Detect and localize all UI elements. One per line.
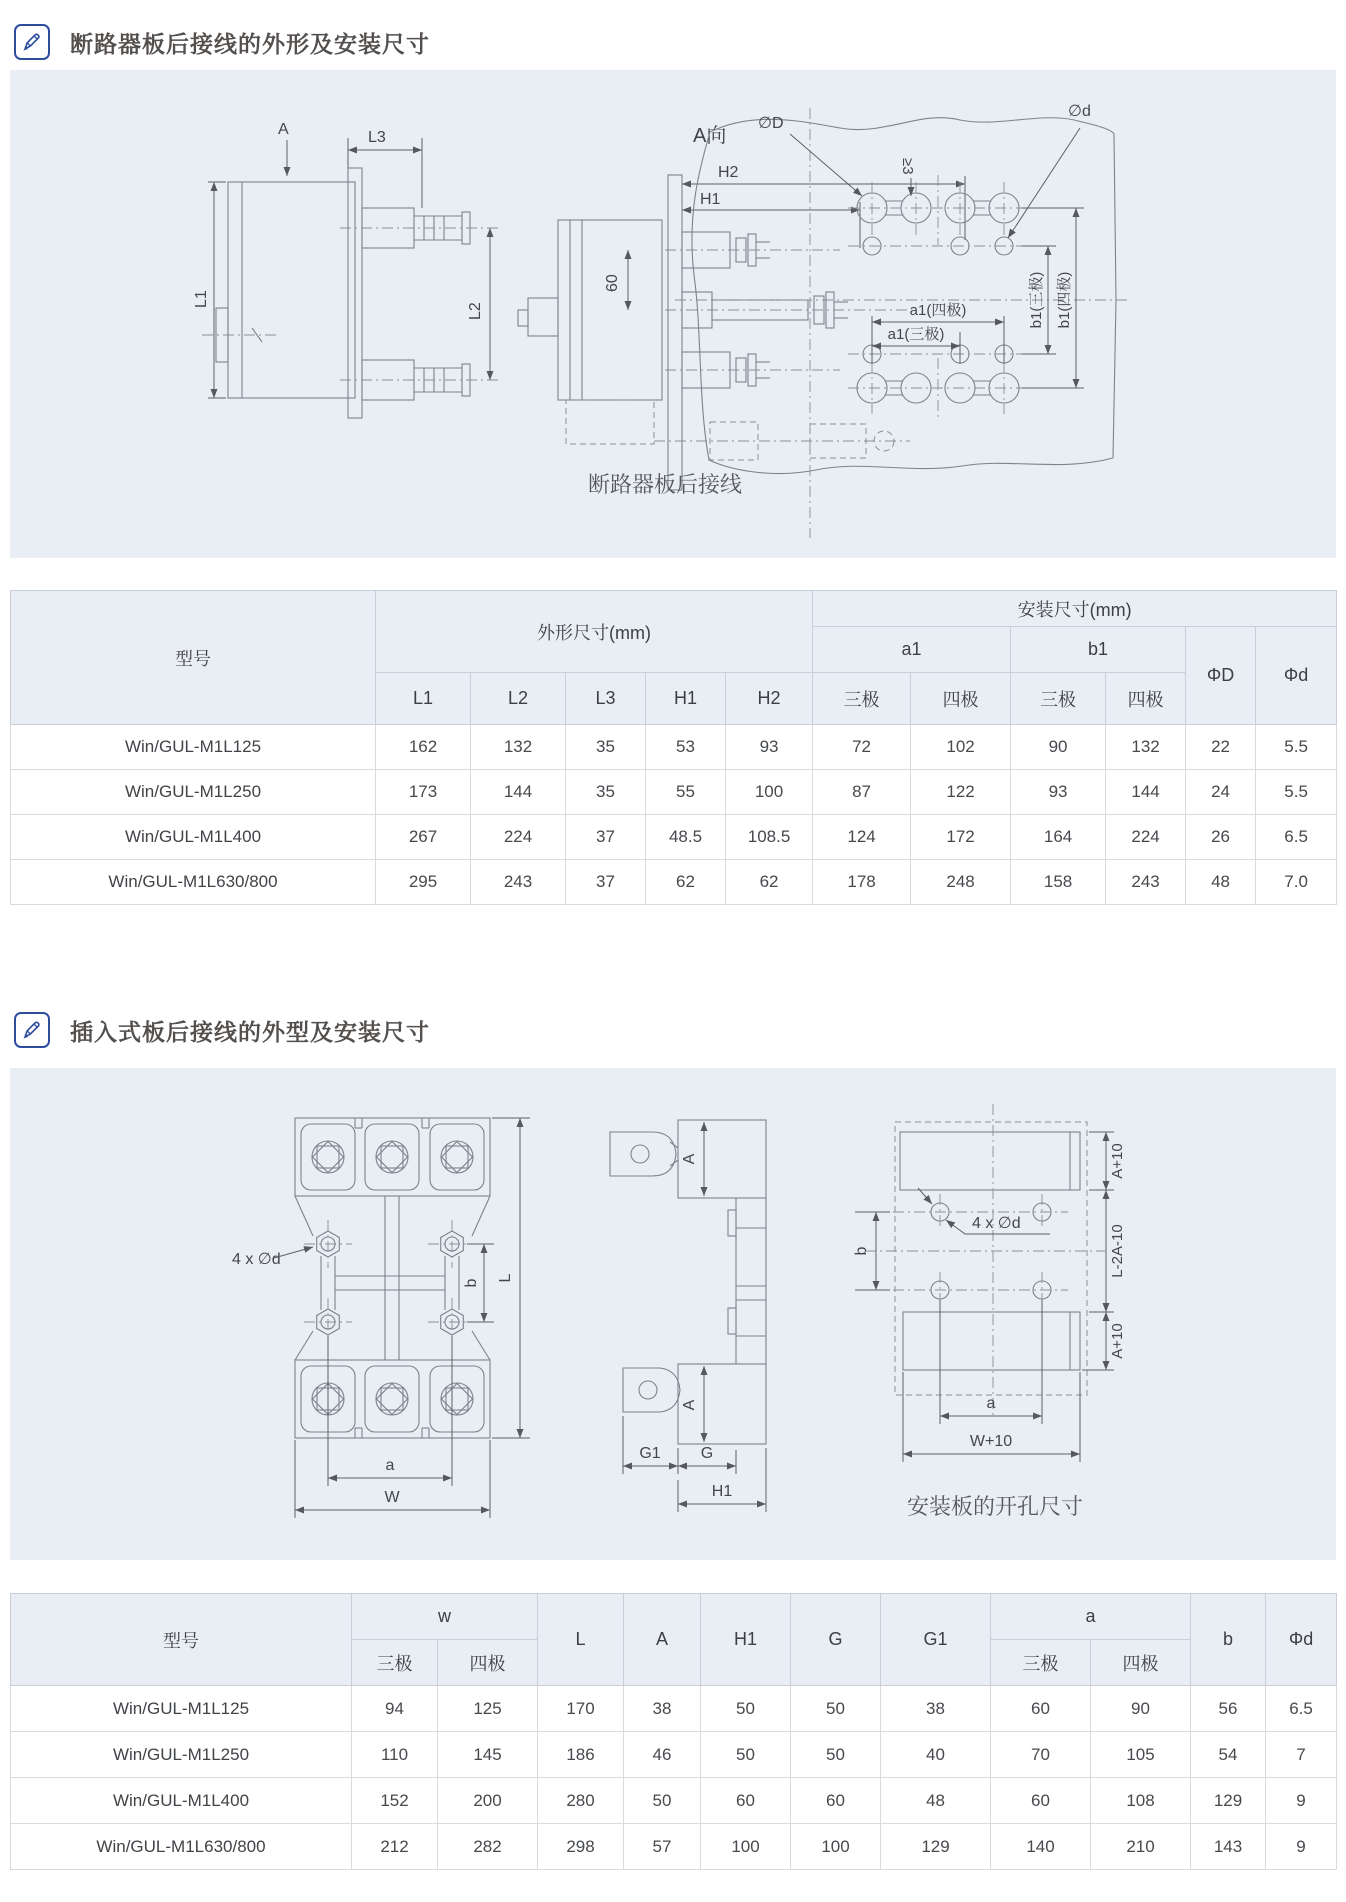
value-cell: 60 (991, 1778, 1091, 1824)
dim-label-b: b (463, 1278, 480, 1288)
value-cell: 9 (1266, 1824, 1337, 1870)
value-cell: 7.0 (1256, 860, 1337, 905)
rear-wiring-dimension-table (10, 590, 1337, 905)
value-cell: 132 (471, 725, 566, 770)
dim-label-4xd-2: 4 x ∅d (972, 1215, 1021, 1232)
col-header-b1: b1 (1011, 627, 1186, 673)
value-cell: 124 (813, 815, 911, 860)
value-cell: 6.5 (1266, 1686, 1337, 1732)
section2-figure-panel (10, 1068, 1336, 1560)
rear-view-drawing (518, 124, 965, 497)
dim-label-b1-3p: b1(三极) (1028, 271, 1045, 329)
pencil-icon (14, 24, 50, 60)
col-header-outline: 外形尺寸(mm) (376, 591, 813, 673)
dim-label-A10-bottom: A+10 (1109, 1323, 1126, 1359)
col-header-pole4: 四极 (911, 673, 1011, 725)
value-cell: 200 (438, 1778, 538, 1824)
dim-label-A-bottom: A (681, 1399, 698, 1411)
value-cell: 102 (911, 725, 1011, 770)
view-label-A: A向 (693, 125, 727, 147)
model-cell: Win/GUL-M1L125 (11, 1686, 352, 1732)
col-header-phid: Φd (1256, 627, 1337, 725)
value-cell: 55 (646, 770, 726, 815)
value-cell: 186 (538, 1732, 624, 1778)
value-cell: 100 (701, 1824, 791, 1870)
value-cell: 100 (791, 1824, 881, 1870)
value-cell: 108 (1091, 1778, 1191, 1824)
dim-label-a1-4p: a1(四极) (909, 302, 967, 319)
value-cell: 152 (352, 1778, 438, 1824)
col-header-L: L (538, 1594, 624, 1686)
value-cell: 158 (1011, 860, 1106, 905)
value-cell: 7 (1266, 1732, 1337, 1778)
table-row (11, 770, 1337, 815)
col-header-a1: a1 (813, 627, 1011, 673)
col-header-phiD: ΦD (1186, 627, 1256, 725)
model-cell: Win/GUL-M1L250 (11, 1732, 352, 1778)
value-cell: 48 (1186, 860, 1256, 905)
value-cell: 100 (726, 770, 813, 815)
value-cell: 60 (791, 1778, 881, 1824)
value-cell: 50 (791, 1686, 881, 1732)
col-header-H2: H2 (726, 673, 813, 725)
col-header-model: 型号 (11, 591, 376, 725)
value-cell: 37 (566, 860, 646, 905)
rear-terminal-3 (665, 352, 840, 388)
value-cell: 87 (813, 770, 911, 815)
value-cell: 72 (813, 725, 911, 770)
value-cell: 145 (438, 1732, 538, 1778)
value-cell: 90 (1011, 725, 1106, 770)
rear-terminal-1 (665, 232, 840, 268)
dim-label-H2: H2 (718, 164, 739, 181)
value-cell: 50 (791, 1732, 881, 1778)
terminal-cluster-top (301, 1124, 484, 1190)
dim-label-a: a (385, 1457, 395, 1474)
top-hole-row (848, 175, 1032, 255)
value-cell: 140 (991, 1824, 1091, 1870)
value-cell: 224 (471, 815, 566, 860)
section1-figure-panel (10, 70, 1336, 558)
col-header-pole3: 三极 (991, 1640, 1091, 1686)
table-row (11, 1824, 1337, 1870)
value-cell: 5.5 (1256, 770, 1337, 815)
dim-label-60: 60 (604, 274, 621, 292)
value-cell: 54 (1191, 1732, 1266, 1778)
value-cell: 132 (1106, 725, 1186, 770)
dim-label-4xd: 4 x ∅d (232, 1251, 281, 1268)
value-cell: 26 (1186, 815, 1256, 860)
table-row (11, 725, 1337, 770)
value-cell: 105 (1091, 1732, 1191, 1778)
col-header-L1: L1 (376, 673, 471, 725)
value-cell: 38 (881, 1686, 991, 1732)
dim-label-ge3: ≥3 (899, 158, 916, 175)
dim-label-a1-3p: a1(三极) (887, 326, 945, 343)
value-cell: 70 (991, 1732, 1091, 1778)
dim-label-H1: H1 (711, 1483, 733, 1500)
rear-terminal-2 (665, 292, 910, 328)
value-cell: 37 (566, 815, 646, 860)
value-cell: 35 (566, 725, 646, 770)
value-cell: 9 (1266, 1778, 1337, 1824)
dim-label-L3: L3 (368, 129, 386, 146)
col-header-pole3: 三极 (352, 1640, 438, 1686)
table-row (11, 1778, 1337, 1824)
value-cell: 50 (701, 1686, 791, 1732)
dim-label-W: W (384, 1489, 400, 1506)
value-cell: 40 (881, 1732, 991, 1778)
value-cell: 35 (566, 770, 646, 815)
value-cell: 93 (1011, 770, 1106, 815)
value-cell: 210 (1091, 1824, 1191, 1870)
value-cell: 144 (471, 770, 566, 815)
value-cell: 267 (376, 815, 471, 860)
value-cell: 60 (991, 1686, 1091, 1732)
value-cell: 62 (726, 860, 813, 905)
plug-in-wiring-drawing (10, 1068, 1336, 1560)
value-cell: 122 (911, 770, 1011, 815)
value-cell: 170 (538, 1686, 624, 1732)
dim-label-a-2: a (986, 1395, 996, 1412)
col-header-G: G (791, 1594, 881, 1686)
value-cell: 129 (881, 1824, 991, 1870)
pencil-icon (14, 1012, 50, 1048)
col-header-L2: L2 (471, 673, 566, 725)
dim-label-b-2: b (853, 1246, 870, 1256)
col-header-L3: L3 (566, 673, 646, 725)
value-cell: 162 (376, 725, 471, 770)
value-cell: 144 (1106, 770, 1186, 815)
value-cell: 94 (352, 1686, 438, 1732)
figure1-caption: 断路器板后接线 (587, 472, 743, 497)
col-header-w: w (352, 1594, 538, 1640)
mounting-plate-cutout-view (853, 1104, 1126, 1519)
value-cell: 110 (352, 1732, 438, 1778)
col-header-a: a (991, 1594, 1191, 1640)
value-cell: 173 (376, 770, 471, 815)
value-cell: 295 (376, 860, 471, 905)
section2-header (14, 1012, 430, 1048)
value-cell: 50 (624, 1778, 701, 1824)
col-header-pole4: 四极 (438, 1640, 538, 1686)
col-header-pole3: 三极 (813, 673, 911, 725)
plug-in-side-view (610, 1120, 766, 1512)
value-cell: 178 (813, 860, 911, 905)
value-cell: 280 (538, 1778, 624, 1824)
terminal-stud-top (340, 208, 502, 248)
col-header-H1: H1 (646, 673, 726, 725)
col-header-pole4: 四极 (1106, 673, 1186, 725)
value-cell: 22 (1186, 725, 1256, 770)
dim-label-L1: L1 (193, 290, 210, 308)
value-cell: 125 (438, 1686, 538, 1732)
model-cell: Win/GUL-M1L630/800 (11, 1824, 352, 1870)
value-cell: 57 (624, 1824, 701, 1870)
value-cell: 56 (1191, 1686, 1266, 1732)
value-cell: 243 (471, 860, 566, 905)
terminal-stud-bottom (340, 360, 502, 400)
value-cell: 46 (624, 1732, 701, 1778)
dim-label-A10-top: A+10 (1109, 1143, 1126, 1179)
value-cell: 48 (881, 1778, 991, 1824)
side-view-drawing (193, 121, 502, 418)
value-cell: 224 (1106, 815, 1186, 860)
col-header-pole3: 三极 (1011, 673, 1106, 725)
col-header-A: A (624, 1594, 701, 1686)
dim-label-L2: L2 (467, 302, 484, 320)
table-row (11, 860, 1337, 905)
value-cell: 62 (646, 860, 726, 905)
value-cell: 5.5 (1256, 725, 1337, 770)
col-header-b: b (1191, 1594, 1266, 1686)
model-cell: Win/GUL-M1L630/800 (11, 860, 376, 905)
figure2-caption: 安装板的开孔尺寸 (906, 1494, 1084, 1519)
section2-title: 插入式板后接线的外型及安装尺寸 (70, 1018, 430, 1045)
model-cell: Win/GUL-M1L250 (11, 770, 376, 815)
table-row (11, 815, 1337, 860)
table-row (11, 1732, 1337, 1778)
value-cell: 243 (1106, 860, 1186, 905)
col-header-phid: Φd (1266, 1594, 1337, 1686)
section1-title: 断路器板后接线的外形及安装尺寸 (70, 30, 430, 57)
plug-in-base-front-view (232, 1118, 530, 1518)
dim-label-A: A (278, 121, 289, 138)
dim-label-A-top: A (681, 1153, 698, 1165)
col-header-H1: H1 (701, 1594, 791, 1686)
dim-label-G: G (700, 1445, 714, 1462)
mounting-bolts (304, 1220, 476, 1346)
section1-header (14, 24, 430, 60)
value-cell: 60 (701, 1778, 791, 1824)
dim-label-b1-4p: b1(四极) (1056, 271, 1073, 329)
value-cell: 24 (1186, 770, 1256, 815)
dim-label-phid: ∅d (1068, 103, 1091, 120)
value-cell: 143 (1191, 1824, 1266, 1870)
value-cell: 93 (726, 725, 813, 770)
model-cell: Win/GUL-M1L400 (11, 1778, 352, 1824)
breaker-rear-wiring-drawing (10, 70, 1336, 558)
value-cell: 50 (701, 1732, 791, 1778)
value-cell: 164 (1011, 815, 1106, 860)
value-cell: 53 (646, 725, 726, 770)
value-cell: 248 (911, 860, 1011, 905)
model-cell: Win/GUL-M1L125 (11, 725, 376, 770)
value-cell: 129 (1191, 1778, 1266, 1824)
col-header-pole4: 四极 (1091, 1640, 1191, 1686)
value-cell: 108.5 (726, 815, 813, 860)
value-cell: 212 (352, 1824, 438, 1870)
dim-label-L: L (497, 1273, 514, 1283)
value-cell: 172 (911, 815, 1011, 860)
value-cell: 6.5 (1256, 815, 1337, 860)
col-header-model: 型号 (11, 1594, 352, 1686)
col-header-G1: G1 (881, 1594, 991, 1686)
dim-label-G1: G1 (639, 1445, 661, 1462)
table-row (11, 1686, 1337, 1732)
dim-label-W10: W+10 (969, 1433, 1013, 1450)
col-header-install: 安装尺寸(mm) (813, 591, 1337, 627)
dim-label-H1: H1 (700, 191, 721, 208)
plug-in-dimension-table (10, 1593, 1337, 1870)
value-cell: 48.5 (646, 815, 726, 860)
model-cell: Win/GUL-M1L400 (11, 815, 376, 860)
dim-label-phiD: ∅D (758, 115, 784, 132)
value-cell: 298 (538, 1824, 624, 1870)
value-cell: 90 (1091, 1686, 1191, 1732)
value-cell: 282 (438, 1824, 538, 1870)
value-cell: 38 (624, 1686, 701, 1732)
dim-label-L2A10: L-2A-10 (1109, 1224, 1126, 1278)
